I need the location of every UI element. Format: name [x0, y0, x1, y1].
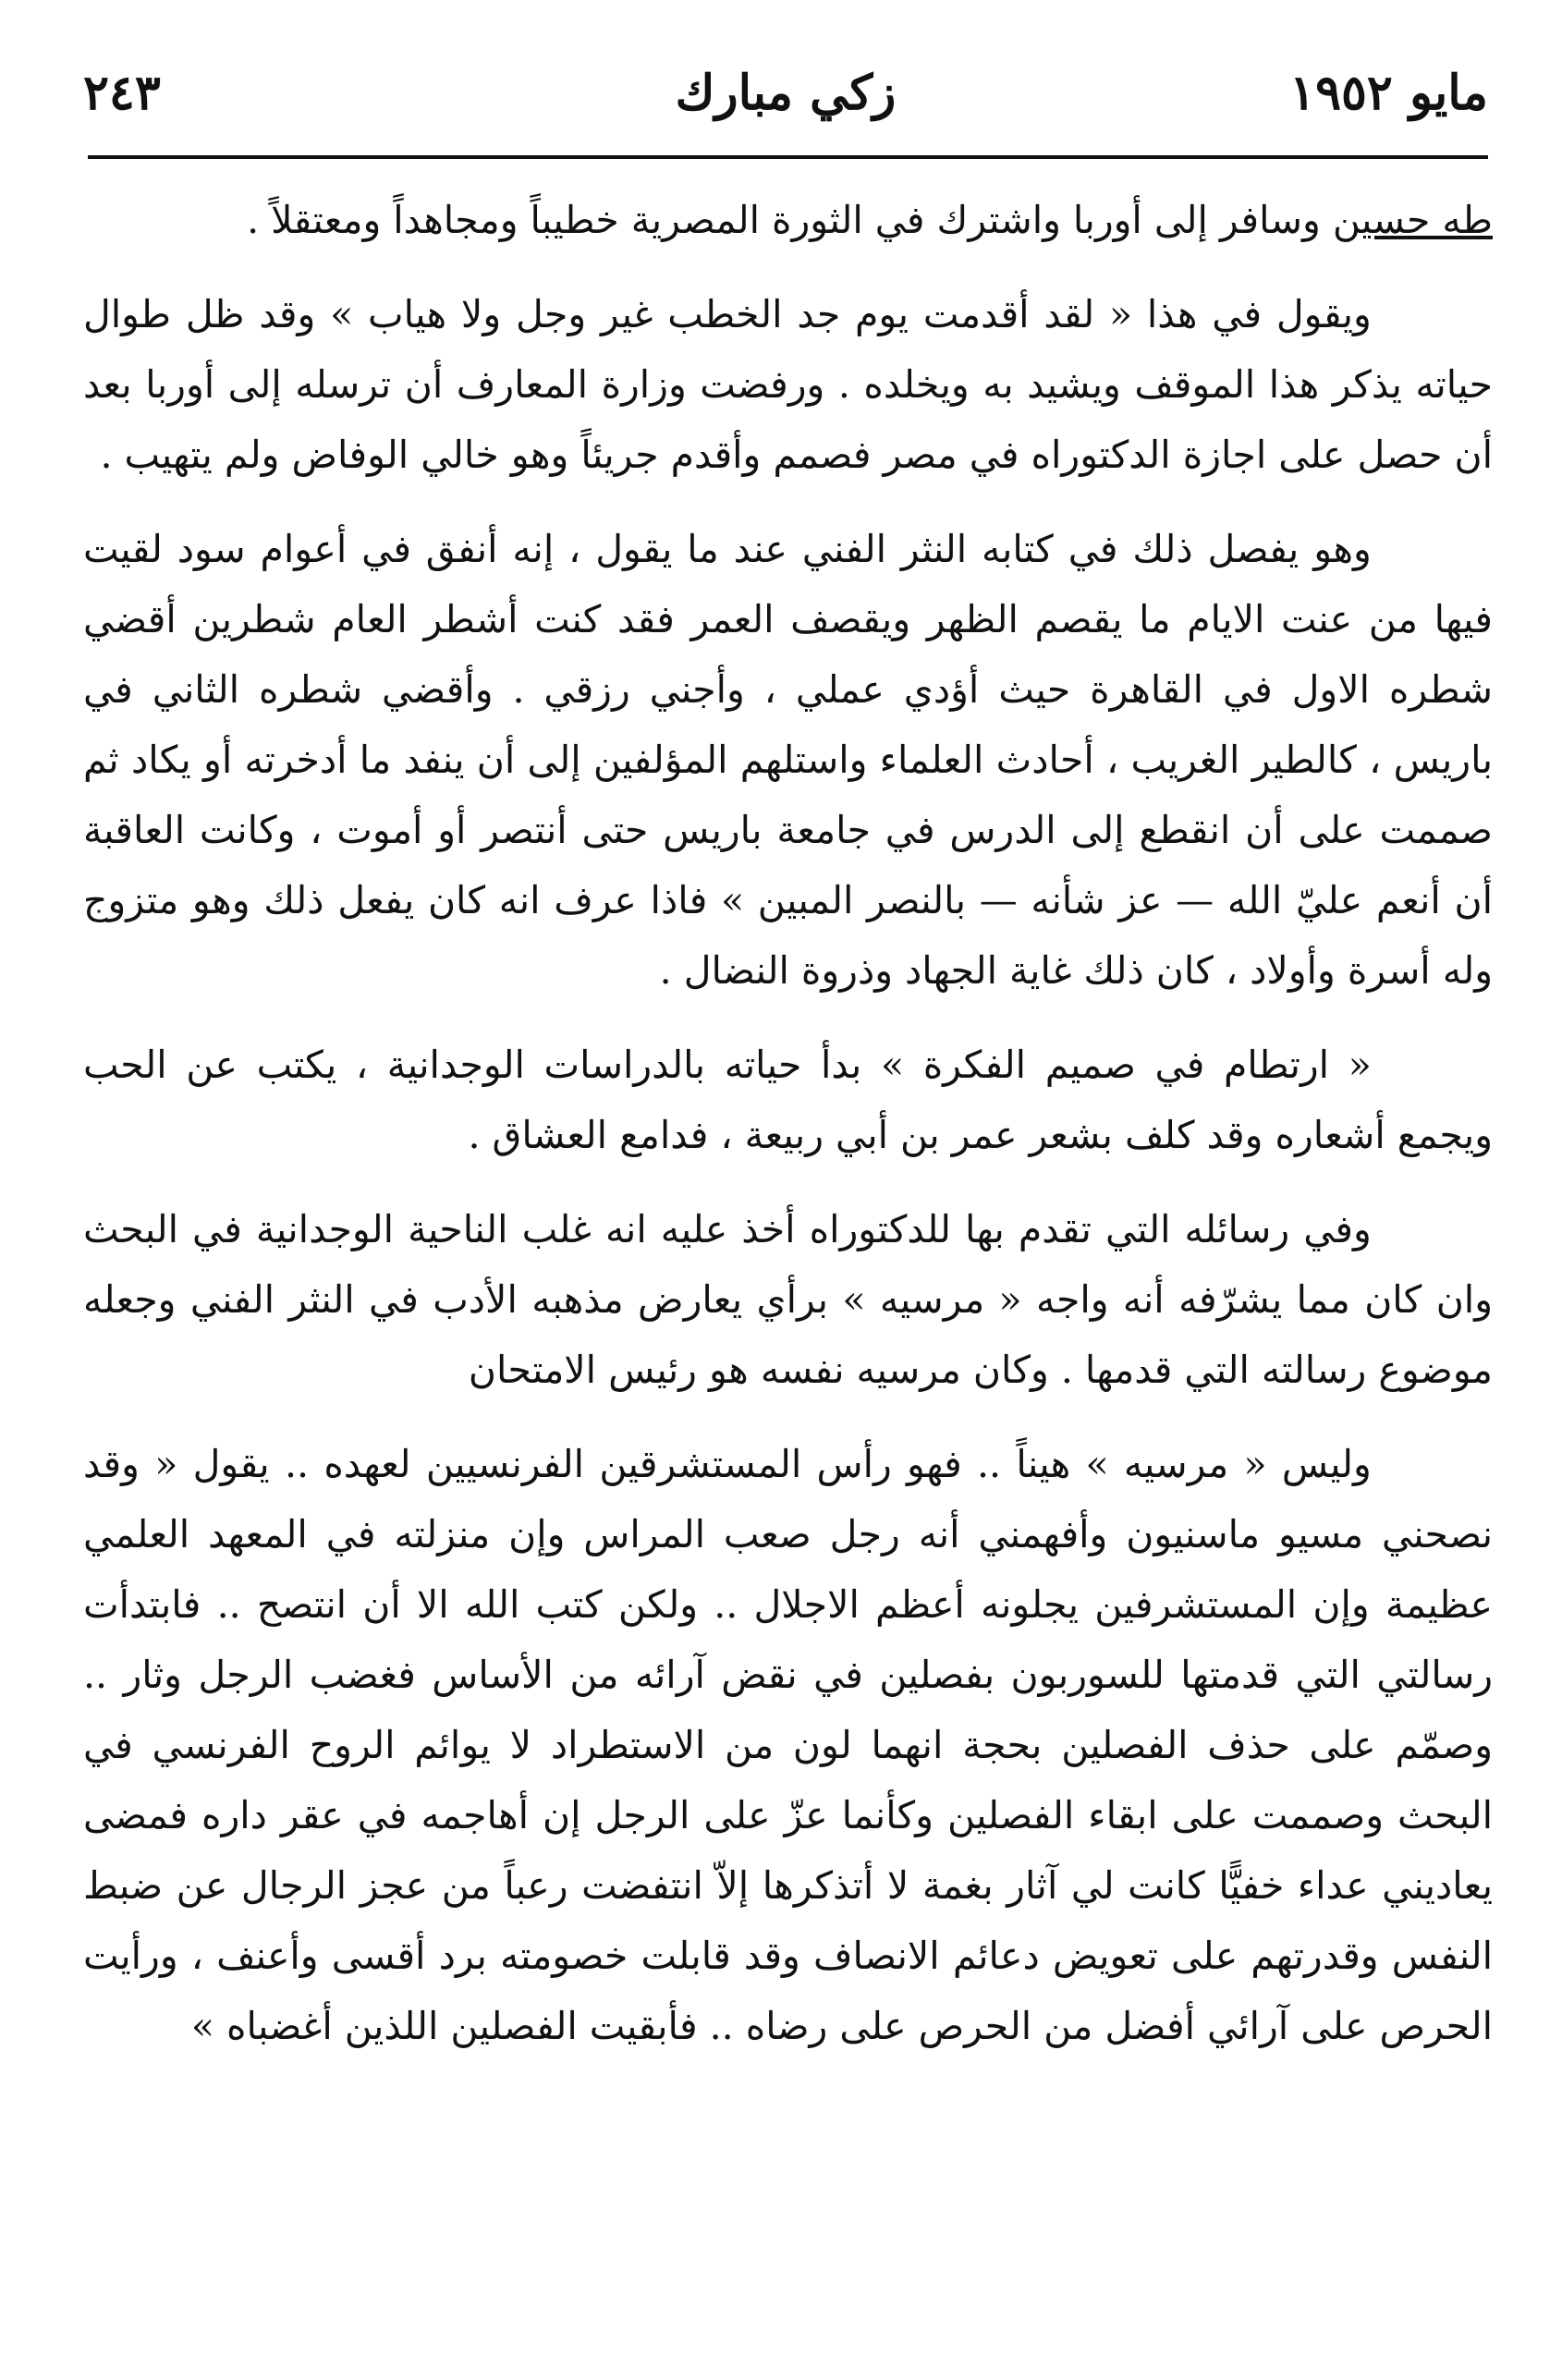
page-number: ٢٤٣ [83, 65, 161, 121]
body-text [83, 185, 1493, 2085]
paragraph-text: وسافر إلى أوربا واشترك في الثورة المصرية خطيباً ومجاهداً ومعتقلاً . [247, 198, 1333, 242]
underlined-name: طه حسين [1332, 198, 1493, 242]
header-rule [88, 155, 1488, 159]
page-header [83, 55, 1488, 148]
paragraph: ويقول في هذا « لقد أقدمت يوم جد الخطب غير وجل ولا هياب » وقد ظل طوال حياته يذكر هذا الموقف ويشيد به ويخلده . ورفضت وزارة المعارف أن ترسله إلى أوربا بعد أن حصل على اجازة الدكتوراه في مصر فصمم وأقدم جريئاً وهو خالي الوفاض ولم يتهيب . [83, 292, 1493, 477]
paragraph: وليس « مرسيه » هيناً .. فهو رأس المستشرقين الفرنسيين لعهده .. يقول « وقد نصحني مسيو ماسنيون وأفهمني أنه رجل صعب المراس وإن منزلته في المعهد العلمي عظيمة وإن المستشرفين يجلونه أعظم الاجلال .. ولكن كتب الله الا أن انتصح .. فابتدأت رسالتي التي قدمتها للسوربون بفصلين في نقض آرائه من الأساس فغضب الرجل وثار .. وصمّم على حذف الفصلين بحجة انهما لون من الاستطراد لا يوائم الروح الفرنسي في البحث وصممت على ابقاء الفصلين وكأنما عزّ على الرجل إن أهاجمه في عقر داره فمضى يعاديني عداء خفيًّا كانت لي آثار بغمة لا أتذكرها إلاّ انتفضت رعباً من عجز الرجال عن ضبط النفس وقدرتهم على تعويض دعائم الانصاف وقد قابلت خصومته برد أقسى وأعنف ، ورأيت الحرص على آرائي أفضل من الحرص على رضاه .. فأبقيت الفصلين اللذين أغضباه » [83, 1442, 1494, 2048]
paragraph [83, 185, 1493, 255]
paragraph: وهو يفصل ذلك في كتابه النثر الفني عند ما يقول ، إنه أنفق في أعوام سود لقيت فيها من عنت الايام ما يقصم الظهر ويقصف العمر فقد كنت أشطر العام شطرين أقضي شطره الاول في القاهرة حيث أؤدي عملي ، وأجني رزقي . وأقضي شطره الثاني في باريس ، كالطير الغريب ، أحادث العلماء واستلهم المؤلفين إلى أن ينفد ما أدخرته أو يكاد ثم صممت على أن انقطع إلى الدرس في جامعة باريس حتى أنتصر أو أموت ، وكانت العاقبة أن أنعم عليّ الله — عز شأنه — بالنصر المبين » فاذا عرف انه كان يفعل ذلك وهو متزوج وله أسرة وأولاد ، كان ذلك غاية الجهاد وذروة النضال . [83, 527, 1493, 993]
header-title: زكي مبارك [675, 65, 897, 121]
paragraph: وفي رسائله التي تقدم بها للدكتوراه أخذ عليه انه غلب الناحية الوجدانية في البحث وان كان مما يشرّفه أنه واجه « مرسيه » برأي يعارض مذهبه الأدب في النثر الفني وجعله موضوع رسالته التي قدمها . وكان مرسيه نفسه هو رئيس الامتحان [83, 1207, 1493, 1392]
header-date: مايو ١٩٥٢ [1289, 65, 1488, 121]
paragraph: « ارتطام في صميم الفكرة » بدأ حياته بالدراسات الوجدانية ، يكتب عن الحب ويجمع أشعاره وقد كلف بشعر عمر بن أبي ربيعة ، فدامع العشاق . [83, 1043, 1493, 1157]
